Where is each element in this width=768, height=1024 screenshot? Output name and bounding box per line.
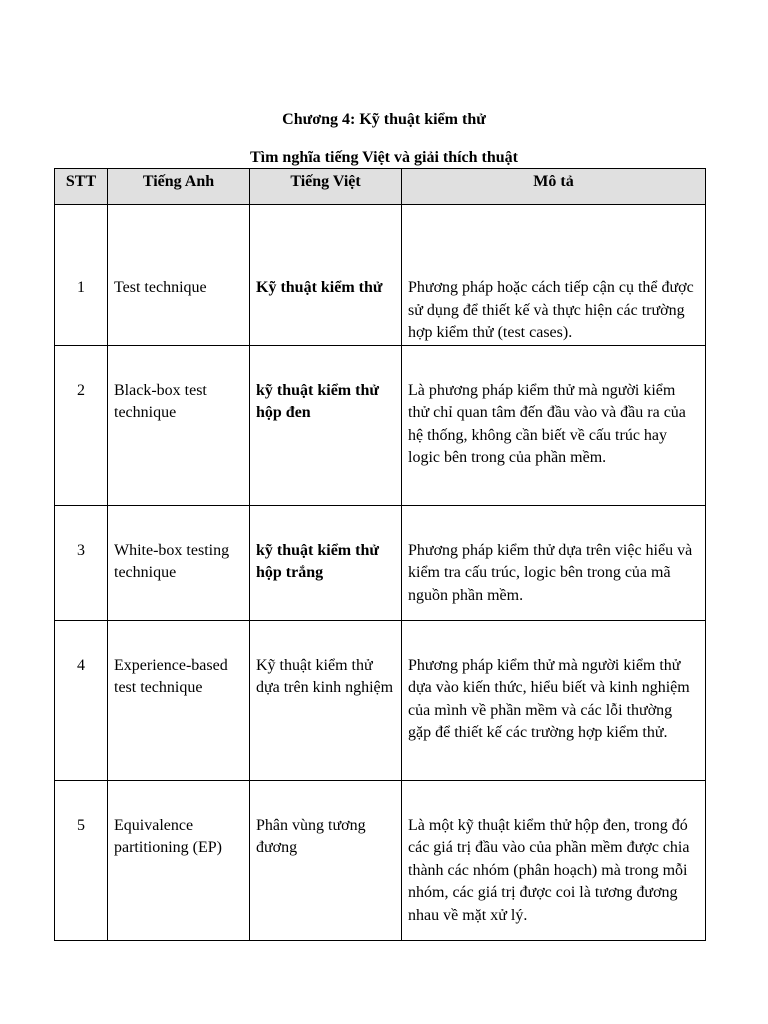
vietnamese-term: Phân vùng tương đương <box>256 816 366 856</box>
vietnamese-term: Kỹ thuật kiểm thử <box>256 279 383 296</box>
cell-english <box>108 345 250 505</box>
table-row <box>55 345 706 505</box>
header-vietnamese: Tiếng Việt <box>250 169 402 205</box>
cell-vietnamese <box>250 205 402 346</box>
vietnamese-term: kỹ thuật kiểm thử hộp đen <box>256 381 379 421</box>
stt-value: 5 <box>77 816 85 834</box>
cell-english <box>108 620 250 780</box>
cell-description <box>402 780 706 940</box>
cell-vietnamese <box>250 345 402 505</box>
header-description: Mô tả <box>402 169 706 205</box>
cell-english <box>108 205 250 346</box>
table-row <box>55 505 706 620</box>
description-text: Là phương pháp kiểm thử mà người kiểm thử chỉ quan tâm đến đầu vào và đầu ra của hệ thống, không cần biết về cấu trúc hay logic bên trong của phần mềm. <box>408 381 686 466</box>
cell-vietnamese <box>250 620 402 780</box>
description-text: Phương pháp kiểm thử dựa trên việc hiểu và kiểm tra cấu trúc, logic bên trong của mã nguồn phần mềm. <box>408 541 693 604</box>
cell-description <box>402 345 706 505</box>
cell-stt <box>55 345 108 505</box>
header-english: Tiếng Anh <box>108 169 250 205</box>
cell-english <box>108 505 250 620</box>
chapter-title: Chương 4: Kỹ thuật kiểm thử <box>282 111 486 128</box>
table-row <box>55 205 706 346</box>
cell-english <box>108 780 250 940</box>
english-term: Experience-based test technique <box>114 656 228 696</box>
cell-description <box>402 205 706 346</box>
cell-stt <box>55 620 108 780</box>
terminology-table <box>54 168 706 941</box>
stt-value: 1 <box>77 279 85 296</box>
cell-vietnamese <box>250 780 402 940</box>
table-caption: Tìm nghĩa tiếng Việt và giải thích thuật <box>249 149 519 166</box>
cell-vietnamese <box>250 505 402 620</box>
cell-stt <box>55 505 108 620</box>
table-row <box>55 620 706 780</box>
english-term: White-box testing technique <box>114 541 230 581</box>
english-term: Test technique <box>114 279 207 296</box>
cell-stt <box>55 780 108 940</box>
stt-value: 2 <box>77 381 85 399</box>
cell-description <box>402 620 706 780</box>
description-text: Phương pháp hoặc cách tiếp cận cụ thể được sử dụng để thiết kế và thực hiện các trường hợp kiểm thử (test cases). <box>408 279 694 341</box>
description-text: Là một kỹ thuật kiểm thử hộp đen, trong đó các giá trị đầu vào của phần mềm được chia thành các nhóm (phân hoạch) mà trong mỗi nhóm, các giá trị được coi là tương đương nhau về mặt xử lý. <box>408 816 690 924</box>
header-stt: STT <box>55 169 108 205</box>
stt-value: 3 <box>77 541 85 559</box>
english-term: Equivalence partitioning (EP) <box>114 816 222 856</box>
stt-value: 4 <box>77 656 85 674</box>
vietnamese-term: kỹ thuật kiểm thử hộp trắng <box>256 541 379 581</box>
table-row <box>55 780 706 940</box>
vietnamese-term: Kỹ thuật kiểm thử dựa trên kinh nghiệm <box>256 656 394 696</box>
description-text: Phương pháp kiểm thử mà người kiểm thử dựa vào kiến thức, hiểu biết và kinh nghiệm của mình về phần mềm và các lỗi thường gặp để thiết kế các trường hợp kiểm thử. <box>408 656 690 741</box>
table-header-row <box>55 169 706 205</box>
cell-stt <box>55 205 108 346</box>
cell-description <box>402 505 706 620</box>
english-term: Black-box test technique <box>114 381 207 421</box>
